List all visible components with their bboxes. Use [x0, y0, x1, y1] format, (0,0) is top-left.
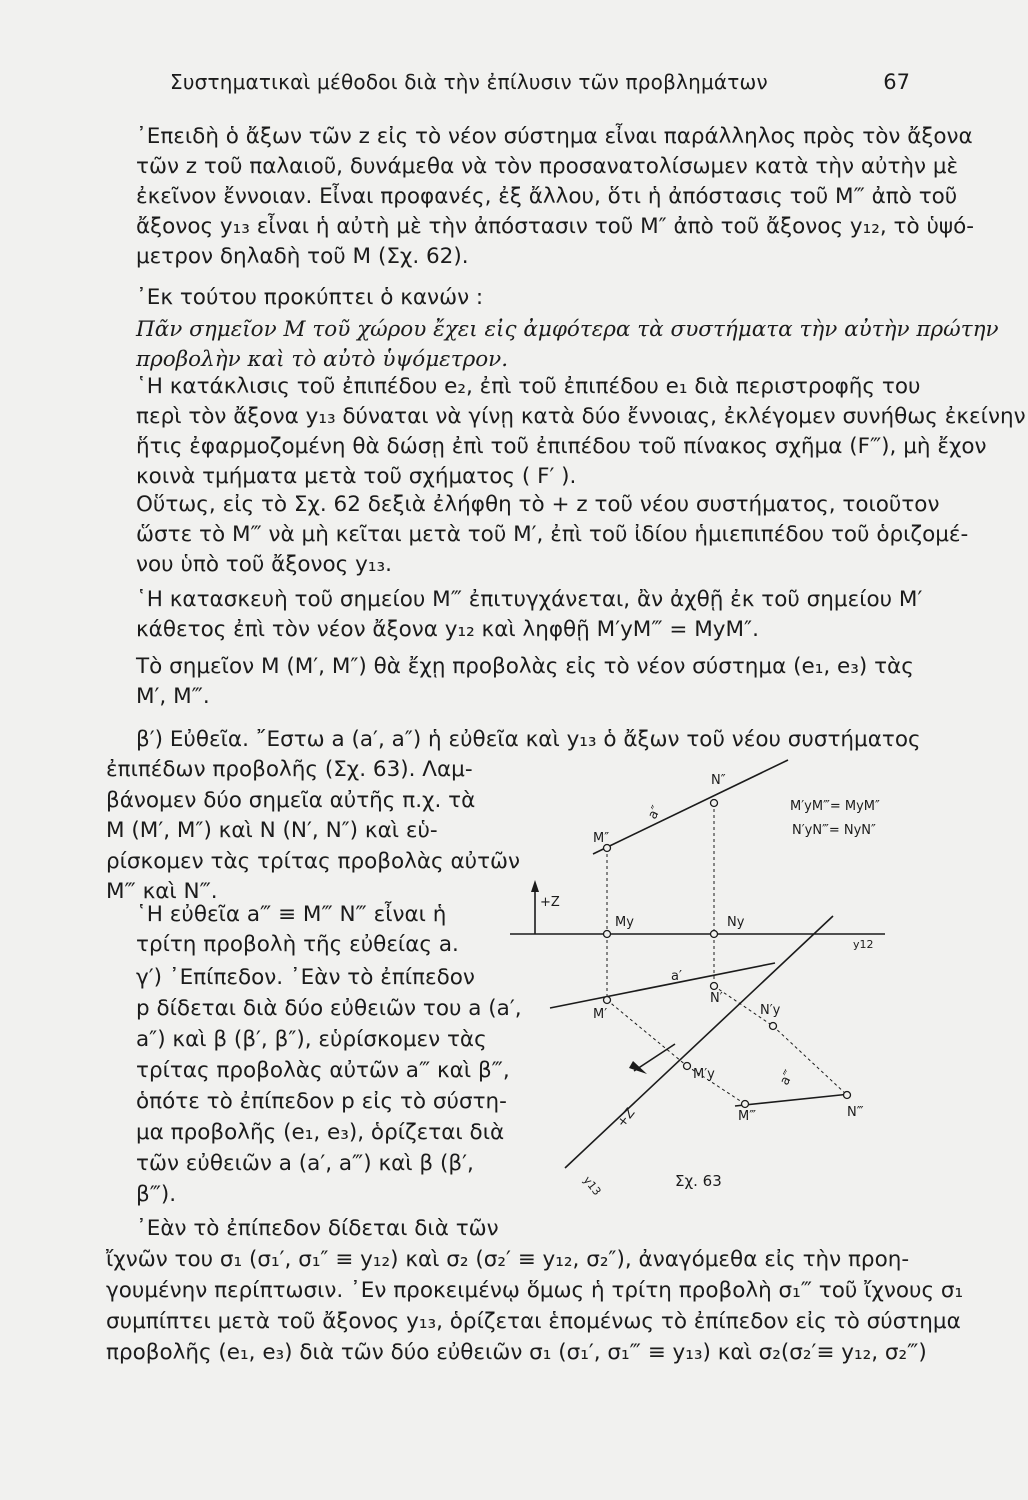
label-M2: M″ — [593, 831, 610, 846]
paragraph-9 — [106, 962, 522, 1210]
text-line: M′, M‴. — [136, 684, 210, 709]
label-Ny: Ny — [727, 915, 745, 930]
text-line: p δίδεται διὰ δύο εὐθειῶν του a (a′, — [136, 996, 522, 1021]
figure-63 — [505, 748, 915, 1198]
text-line: μα προβολῆς (e₁, e₃), ὁρίζεται διὰ — [136, 1120, 505, 1145]
label-N3: N‴ — [847, 1105, 864, 1120]
text-line: ἐκεῖνον ἔννοιαν. Εἶναι προφανές, ἐξ ἄλλου, ὅτι ἡ ἀπόστασις τοῦ M‴ ἀπὸ τοῦ — [136, 184, 958, 209]
text-line: νου ὑπὸ τοῦ ἄξονος y₁₃. — [136, 552, 392, 577]
text-line: προβολὴν καὶ τὸ αὐτὸ ὑψόμετρον. — [136, 347, 509, 372]
text-line: Οὕτως, εἰς τὸ Σχ. 62 δεξιὰ ἐλήφθη τὸ + z τοῦ νέου συστήματος, τοιοῦτον — [136, 492, 940, 517]
text-line: συμπίπτει μετὰ τοῦ ἄξονος y₁₃, ὁρίζεται ἑπομένως τὸ ἐπίπεδον εἰς τὸ σύστημα — [106, 1309, 961, 1334]
figure-caption: Σχ. 63 — [675, 1172, 722, 1190]
text-line: τρίτας προβολὰς αὐτῶν a‴ καὶ β‴, — [136, 1058, 510, 1083]
text-line: Πᾶν σημεῖον M τοῦ χώρου ἔχει εἰς ἀμφότερα τὰ συστήματα τὴν αὐτὴν πρώτην — [136, 317, 999, 342]
label-plusz: +Z — [540, 895, 560, 910]
text-line: κοινὰ τμήματα μετὰ τοῦ σχήματος ( F′ ). — [136, 464, 577, 489]
text-line: κάθετος ἐπὶ τὸν νέον ἄξονα y₁₂ καὶ ληφθῇ M′yM‴ = MyM″. — [136, 617, 759, 642]
text-line: ρίσκομεν τὰς τρίτας προβολὰς αὐτῶν — [106, 848, 521, 874]
figure-63-diagram — [505, 748, 915, 1198]
text-line: ὁπότε τὸ ἐπίπεδον p εἰς τὸ σύστη- — [136, 1089, 507, 1114]
paragraph-5 — [106, 585, 923, 645]
text-line: ῾Η κατάκλισις τοῦ ἐπιπέδου e₂, ἐπὶ τοῦ ἐπιπέδου e₁ διὰ περιστροφῆς του — [136, 374, 921, 399]
proj-M-to-y13 — [607, 1000, 687, 1066]
label-plusz-2: +Z — [614, 1105, 639, 1131]
arrow-plus-z — [531, 880, 539, 892]
paragraph-10 — [106, 1213, 964, 1368]
text-line: τῶν z τοῦ παλαιοῦ, δυνάμεθα νὰ τὸν προσανατολίσωμεν κατὰ τὴν αὐτὴν μὲ — [136, 154, 959, 179]
page-number: 67 — [883, 70, 910, 94]
text-line: προβολῆς (e₁, e₃) διὰ τῶν δύο εὐθειῶν σ₁ (σ₁′, σ₁‴ ≡ y₁₃) καὶ σ₂(σ₂′≡ y₁₂, σ₂‴) — [106, 1340, 927, 1365]
axis-y13 — [565, 916, 833, 1168]
equation-2: N′yN‴= NyN″ — [792, 823, 876, 838]
text-line: ῾Η εὐθεῖα a‴ ≡ M‴ N‴ εἶναι ἡ — [136, 902, 447, 927]
text-line: ἴχνῶν του σ₁ (σ₁′, σ₁″ ≡ y₁₂) καὶ σ₂ (σ₂′ ≡ y₁₂, σ₂″), ἀναγόμεθα εἰς τὴν προη- — [106, 1247, 910, 1272]
text-line: ὥστε τὸ M‴ νὰ μὴ κεῖται μετὰ τοῦ M′, ἐπὶ τοῦ ἰδίου ἡμιεπιπέδου τοῦ ὁριζομέ- — [136, 522, 969, 547]
paragraph-1 — [106, 122, 974, 272]
label-Nyp: N′y — [760, 1003, 781, 1018]
text-line: γουμένην περίπτωσιν. ᾿Εν προκειμένῳ ὅμως ἡ τρίτη προβολὴ σ₁‴ τοῦ ἴχνους σ₁ — [106, 1278, 964, 1303]
paragraph-3 — [106, 372, 1026, 492]
text-line: ἐπιπέδων προβολῆς (Σχ. 63). Λαμ- — [106, 757, 473, 782]
label-y12: y12 — [853, 938, 874, 951]
label-M3: M‴ — [738, 1109, 756, 1124]
label-N1: N′ — [710, 991, 723, 1006]
paragraph-8 — [106, 900, 478, 960]
text-line: περὶ τὸν ἄξονα y₁₃ δύναται νὰ γίνῃ κατὰ δύο ἔννοιας, ἐκλέγομεν συνήθως ἐκείνην — [136, 404, 1026, 429]
label-y13: y13 — [580, 1173, 604, 1198]
label-a2: a″ — [645, 803, 665, 822]
text-line: M (M′, M″) καὶ N (N′, N″) καὶ εὑ- — [106, 818, 438, 843]
label-My: My — [615, 915, 634, 930]
label-Myp: M′y — [693, 1067, 715, 1082]
paragraph-6 — [106, 652, 914, 712]
text-line: ῾Η κατασκευὴ τοῦ σημείου M‴ ἐπιτυγχάνεται, ἂν ἀχθῇ ἐκ τοῦ σημείου M′ — [136, 587, 923, 612]
equation-1: M′yM‴= MyM″ — [790, 799, 880, 814]
text-line: μετρον δηλαδὴ τοῦ M (Σχ. 62). — [136, 244, 469, 269]
line-a-triple-prime — [735, 1094, 850, 1106]
text-line: β‴). — [136, 1182, 177, 1207]
text-line: β′) Εὐθεῖα. ῎Εστω a (a′, a″) ἡ εὐθεῖα καὶ y₁₃ ὁ ἄξων τοῦ νέου συστήματος — [136, 727, 921, 752]
rule-statement — [106, 315, 999, 375]
label-a1: a′ — [671, 969, 682, 984]
text-line: τρίτη προβολὴ τῆς εὐθείας a. — [136, 932, 459, 957]
label-M1: M′ — [593, 1007, 608, 1022]
text-line: γ′) ᾿Επίπεδον. ᾿Εὰν τὸ ἐπίπεδον — [136, 965, 475, 990]
paragraph-4 — [106, 490, 969, 580]
text-line: βάνομεν δύο σημεῖα αὐτῆς π.χ. τὰ — [106, 787, 476, 813]
text-line: ᾿Εὰν τὸ ἐπίπεδον δίδεται διὰ τῶν — [136, 1216, 499, 1241]
header-title: Συστηματικαὶ μέθοδοι διὰ τὴν ἐπίλυσιν τῶν προβλημάτων — [170, 70, 768, 94]
text-line: ἄξονος y₁₃ εἶναι ἡ αὐτὴ μὲ τὴν ἀπόστασιν τοῦ M″ ἀπὸ τοῦ ἄξονος y₁₂, τὸ ὑψό- — [136, 214, 974, 239]
paragraph-7-narrow — [106, 755, 521, 908]
text-line: ᾿Εκ τούτου προκύπτει ὁ κανών : — [136, 285, 484, 310]
paragraph-2 — [106, 283, 906, 313]
label-N2: N″ — [711, 773, 726, 788]
text-line: ἥτις ἐφαρμοζομένη θὰ δώσῃ ἐπὶ τοῦ ἐπιπέδου τοῦ πίνακος σχῆμα (F‴), μὴ ἔχον — [136, 434, 987, 459]
running-header — [170, 70, 910, 100]
label-a3: a‴ — [777, 1067, 798, 1088]
text-line: a″) καὶ β (β′, β″), εὑρίσκομεν τὰς — [136, 1027, 487, 1052]
text-line: ᾿Επειδὴ ὁ ἄξων τῶν z εἰς τὸ νέον σύστημα εἶναι παράλληλος πρὸς τὸν ἄξονα — [136, 124, 973, 149]
line-a-double-prime — [593, 760, 788, 854]
text-line: Τὸ σημεῖον M (M′, M″) θὰ ἔχῃ προβολὰς εἰς τὸ νέον σύστημα (e₁, e₃) τὰς — [136, 654, 914, 679]
text-line: M‴ καὶ N‴. — [106, 879, 218, 904]
text-line: τῶν εὐθειῶν a (a′, a‴) καὶ β (β′, — [136, 1151, 474, 1176]
